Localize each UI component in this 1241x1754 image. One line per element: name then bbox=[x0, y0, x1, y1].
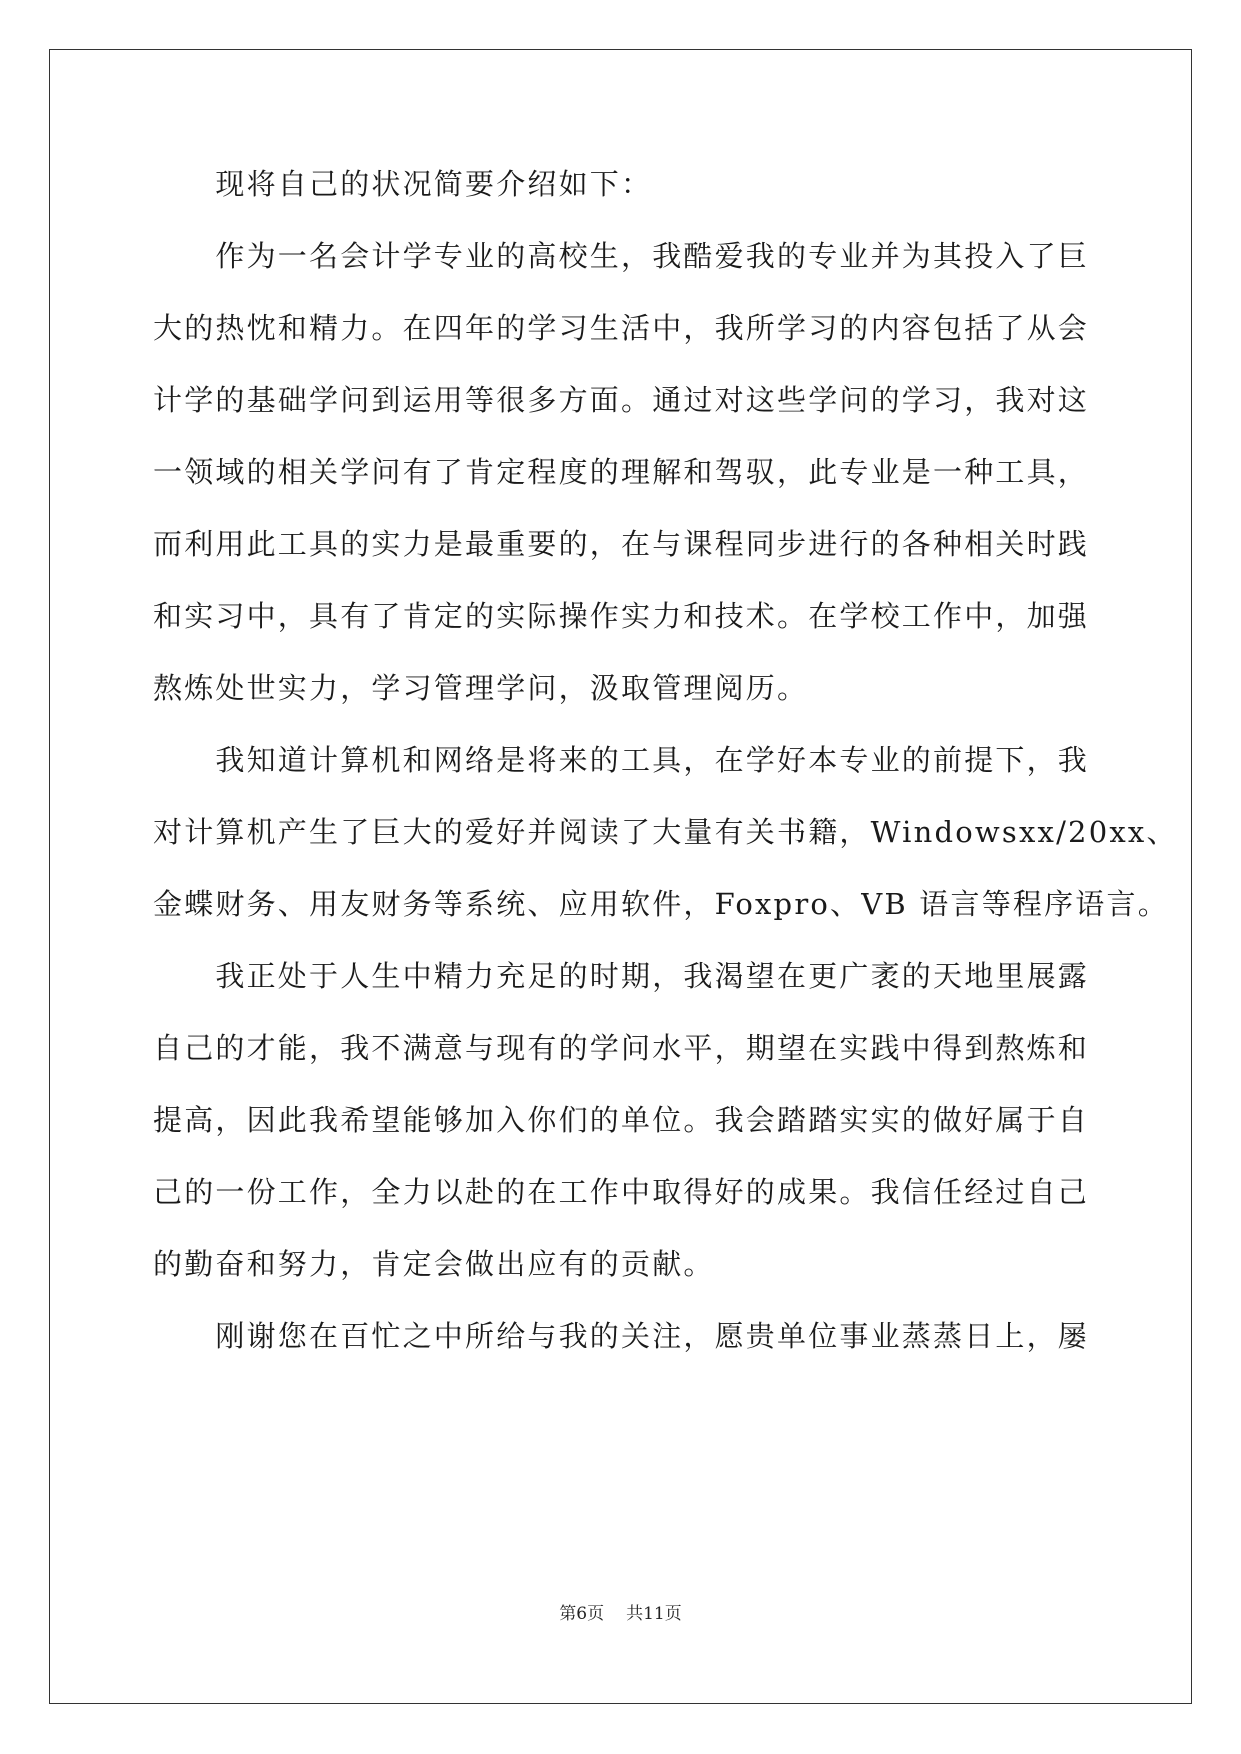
text-line: 熬炼处世实力，学习管理学问，汲取管理阅历。 bbox=[153, 671, 809, 705]
text-line: 一领域的相关学问有了肯定程度的理解和驾驭，此专业是一种工具， bbox=[153, 455, 1090, 489]
page-footer bbox=[0, 1602, 1241, 1626]
text-line: 和实习中，具有了肯定的实际操作实力和技术。在学校工作中，加强 bbox=[153, 599, 1090, 633]
text-line: 计学的基础学问到运用等很多方面。通过对这些学问的学习，我对这 bbox=[153, 383, 1090, 417]
text-line: 我知道计算机和网络是将来的工具，在学好本专业的前提下，我 bbox=[153, 743, 1090, 777]
text-line: 自己的才能，我不满意与现有的学问水平，期望在实践中得到熬炼和 bbox=[153, 1031, 1090, 1065]
page-total: 共11页 bbox=[626, 1604, 682, 1624]
text-line: 大的热忱和精力。在四年的学习生活中，我所学习的内容包括了从会 bbox=[153, 311, 1090, 345]
page-number: 第6页 bbox=[559, 1604, 605, 1624]
text-line: 的勤奋和努力，肯定会做出应有的贡献。 bbox=[153, 1247, 715, 1281]
text-line: 对计算机产生了巨大的爱好并阅读了大量有关书籍，Windowsxx/20xx、 bbox=[153, 815, 1178, 849]
text-line: 提高，因此我希望能够加入你们的单位。我会踏踏实实的做好属于自 bbox=[153, 1103, 1090, 1137]
text-line: 我正处于人生中精力充足的时期，我渴望在更广袤的天地里展露 bbox=[153, 959, 1090, 993]
text-line: 金蝶财务、用友财务等系统、应用软件，Foxpro、VB 语言等程序语言。 bbox=[153, 887, 1169, 921]
text-line: 己的一份工作，全力以赴的在工作中取得好的成果。我信任经过自己 bbox=[153, 1175, 1090, 1209]
page-border bbox=[49, 49, 1192, 1704]
text-line: 刚谢您在百忙之中所给与我的关注，愿贵单位事业蒸蒸日上，屡 bbox=[153, 1319, 1090, 1353]
text-line: 现将自己的状况简要介绍如下： bbox=[153, 167, 653, 201]
text-line: 作为一名会计学专业的高校生，我酷爱我的专业并为其投入了巨 bbox=[153, 239, 1090, 273]
text-line: 而利用此工具的实力是最重要的，在与课程同步进行的各种相关时践 bbox=[153, 527, 1090, 561]
